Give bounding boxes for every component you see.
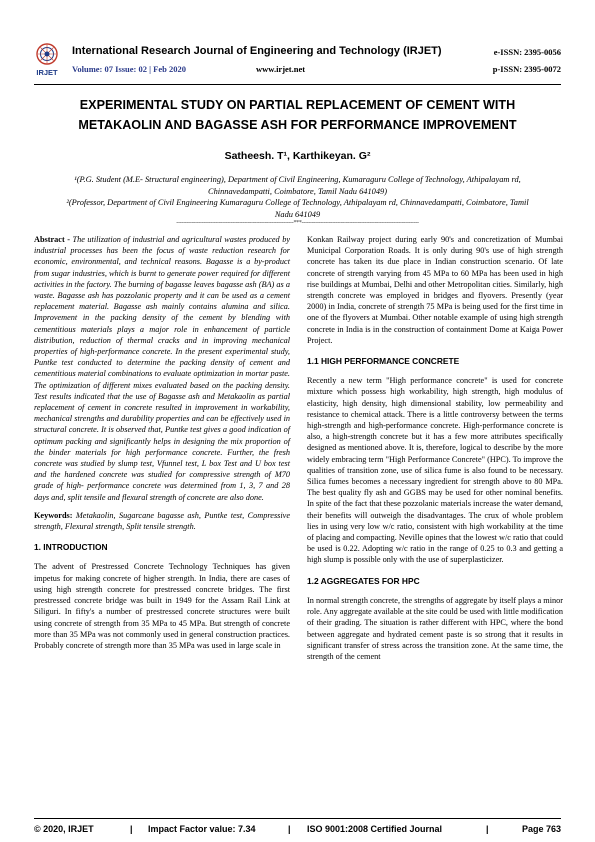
section-separator: ---------------------------------------------------------------------***--------------------------------------------------------------------- (176, 220, 419, 226)
footer-copyright: © 2020, IRJET (34, 824, 94, 834)
abstract-label: Abstract - (34, 235, 70, 244)
introduction-continued-paragraph: Konkan Railway project during early 90's and concretization of Mumbai Municipal Corporation Roads. It is only during 90's use of high strength concrete has taken its due place in Indian construction scenario. Of late concrete of strength varying from 45 MPa to 60 MPa has been used in high rise buildings at Mumbai, Delhi and other Metropolitan cities. Similarly, high strength concrete was employed in bridges and flyovers. Presently (year 2000) in India, concrete of strength 75 MPa is being used for the first time in one of the flyovers at Mumbai. Other notable example of using high strength concrete in India is in the construction of containment Dome at Kaiga Power Project. (307, 235, 563, 345)
aggregates-paragraph: In normal strength concrete, the strengths of aggregate by itself plays a minor role. Any aggregate available at the site could be used with little modification of their grading. The situation is rather different with HPC, where the bond between aggregate and hydrated cement paste is so strong that it results in significant transfer of stress across the transition zone. At the same time, the strength of the cement (307, 595, 563, 661)
keywords-label: Keywords: (34, 510, 73, 520)
footer-impact-factor: Impact Factor value: 7.34 (148, 824, 256, 834)
logo-text: IRJET (36, 68, 58, 77)
footer-separator: | (288, 824, 291, 834)
title-line-1: EXPERIMENTAL STUDY ON PARTIAL REPLACEMENT OF CEMENT WITH (79, 98, 516, 112)
footer-divider (34, 818, 561, 819)
section-heading-introduction: 1. INTRODUCTION (34, 542, 108, 553)
right-column (307, 234, 563, 669)
volume-info: Volume: 07 Issue: 02 | Feb 2020 (72, 64, 186, 74)
abstract (34, 234, 290, 503)
footer-page-number: Page 763 (521, 824, 561, 834)
introduction-paragraph: The advent of Prestressed Concrete Technology Techniques has given impetus for making concrete of higher strength. In India, there are cases of using high strength concrete for prestressed concrete bridges. The first prestressed concrete bridge was built in 1949 for the Assam Rail Link at Siliguri. In fifty's a number of prestressed concrete structures were built using concrete of strength from 35 MPa to 45 MPa. But strength of concrete more than 35 MPa was not commonly used in general construction practices. Probably concrete of strength more than 35 MPa was used in large scale in (34, 562, 290, 650)
journal-website-link[interactable]: www.irjet.net (256, 64, 306, 74)
paper-title (34, 95, 561, 135)
abstract-text: The utilization of industrial and agricultural wastes produced by industrial processes has been the focus of waste reduction research for economic, environmental, and technical reasons. Bagasse is a by-product from sugar industries, which is burnt to generate power required for different activities in the factory. The burning of bagasse leaves bagasse ash (BA) as a waste. Bagasse ash has pozzolanic property and it can be used as a cement replacement material. Bagasse ash mainly contains alumina and silica. Improvement in the packing density of the cement by blending with cementitious materials plays a major role in enhancement of particle distribution, reduction of thermal cracks and in improving mechanical properties of high-performance concrete. In the present experimental study, Puntke test conducted to determine the packing density of cement and cementitious material combinations to evaluate optimization in mortar paste. The optimization of different mixes evaluated based on the packing density. Test results indicated that the use of Bagasse ash and Metakaolin as partial replacement of cement in concrete resulted in improvement in workability, mechanical strengths and durability properties and can be effectively used in structural concrete. It is observed that, Puntke test gives a good indication of optimum packing and significantly helps in designing the mix proportion of the binder materials for high performance concrete. Further, the fresh concrete was studied by slump test, Vfunnel test, L box Test and U box test and the hardened concrete was studied for compressive strength of M70 grade of high- performance concrete was determined from 1, 3, 7 and 28 days and, split tensile and flexural strength of concrete are also done. (34, 235, 290, 502)
footer-iso: ISO 9001:2008 Certified Journal (307, 824, 443, 834)
keywords-text: Metakaolin, Sugarcane bagasse ash, Puntke test, Compressive strength, Flexural strength, Split tensile strength. (34, 510, 290, 532)
paper-authors: Satheesh. T¹, Karthikeyan. G² (224, 150, 371, 162)
footer-separator: | (486, 824, 489, 834)
left-column (34, 234, 290, 658)
keywords (34, 510, 290, 532)
section-heading-aggregates: 1.2 AGGREGATES FOR HPC (307, 575, 420, 586)
affiliation-2: ²(Professor, Department of Civil Engineering Kumaraguru College of Technology, Athipalayam rd, Chinnavedampatti, Coimbatore, Tamil Nadu 641049 (66, 198, 529, 219)
header-divider (34, 84, 561, 85)
journal-name: International Research Journal of Engineering and Technology (IRJET) (72, 45, 442, 57)
hpc-paragraph: Recently a new term "High performance concrete" is used for concrete mixture which possess high workability, high strength, high modulus of elasticity, high density, high dimensional stability, low permeability and resistance to chemical attack. There is a little controversy between the terms high-strength and high-performance concrete. High-performance concrete is also, a high-strength concrete but it has a few more attributes specifically designed as mentioned above. It is, therefore, logical to describe by the more widely embracing term "High Performance Concrete" (HPC). To improve the qualities of transition zone, use of silica fume is also found to be necessary. Silica fumes becomes a necessary ingredient for strength above to 80 MPa. The best quality fly ash and GGBS may be used for other nominal benefits. In spite of the fact that these pozzolanic materials increase the water demand, their benefits will outweigh the disadvantages. The crux of whole problem lies in using very low w/c ratio, consistent with high workability at the time of placing and compacting. Neville opines that the lowest w/c ratio that could be used is 0.22. Adopting w/c ratio in the range of 0.25 to 0.3 and getting a high slump is possible only with the use of superplasticizer. (307, 376, 563, 565)
p-issn: p-ISSN: 2395-0072 (492, 64, 561, 74)
affiliation-1: ¹(P.G. Student (M.E- Structural engineering), Department of Civil Engineering, Kumaraguru College of Technology, Athipalayam rd, Chinnavedampatti, Coimbatore, Tamil Nadu 641049) (74, 175, 521, 196)
section-heading-high-performance-concrete: 1.1 HIGH PERFORMANCE CONCRETE (307, 356, 460, 367)
journal-header (34, 42, 561, 80)
e-issn: e-ISSN: 2395-0056 (493, 47, 561, 57)
title-line-2: METAKAOLIN AND BAGASSE ASH FOR PERFORMANCE IMPROVEMENT (78, 118, 517, 132)
footer-separator: | (130, 824, 133, 834)
irjet-logo (34, 42, 60, 78)
